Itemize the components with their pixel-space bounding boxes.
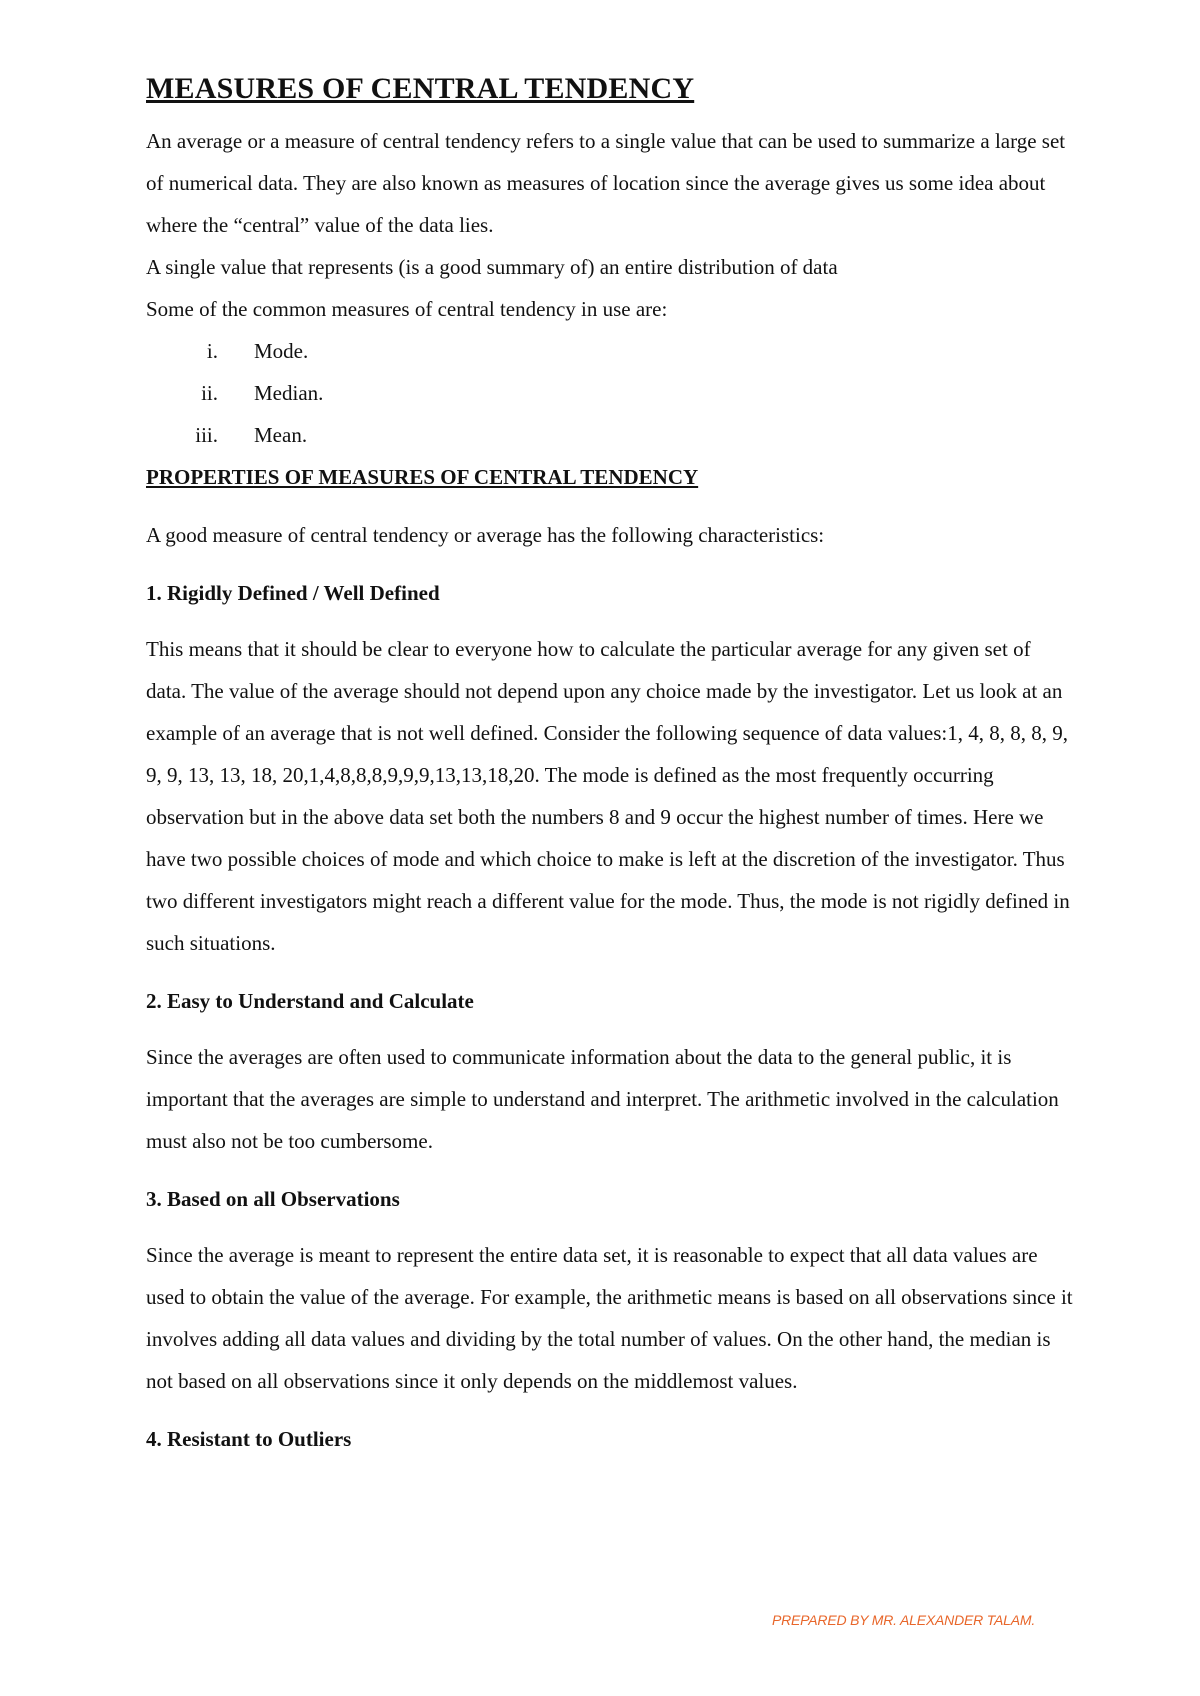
section-body-all-observations: Since the average is meant to represent the entire data set, it is reasonable to expect that all data values are used to obtain the value of the average. For example, the arithmetic means is based on all observations since it involves adding all data values and dividing by the total number of values. On the other hand, the median is not based on all observations since it only depends on the middlemost values. [146,1243,1073,1393]
page-footer: PREPARED BY MR. ALEXANDER TALAM. [772,1612,1036,1628]
intro-list-lead: Some of the common measures of central tendency in use are: [146,297,668,321]
section-heading-resistant-outliers: 4. Resistant to Outliers [146,1427,352,1451]
section-body-rigidly-defined: This means that it should be clear to everyone how to calculate the particular average for any given set of data. The value of the average should not depend upon any choice made by the investigator. Let us look at an example of an average that is not well defined. Consider the following sequence of data values:1, 4, 8, 8, 8, 9, 9, 9, 13, 13, 18, 20,1,4,8,8,8,9,9,9,13,13,18,20. The mode is defined as the most frequently occurring observation but in the above data set both the numbers 8 and 9 occur the highest number of times. Here we have two possible choices of mode and which choice to make is left at the discretion of the investigator. Thus two different investigators might reach a different value for the mode. Thus, the mode is not rigidly defined in such situations. [146,637,1070,955]
intro-definition: A single value that represents (is a good summary of) an entire distribution of data [146,255,838,279]
list-item-label: Mode. [254,339,309,363]
list-item-label: Median. [254,381,324,405]
list-item [146,414,1076,456]
properties-intro: A good measure of central tendency or average has the following characteristics: [146,523,825,547]
list-item-label: Mean. [254,423,308,447]
list-item-number: ii. [201,381,218,405]
page-title: MEASURES OF CENTRAL TENDENCY [146,72,695,105]
measures-list [146,330,1076,456]
list-item [146,372,1076,414]
properties-heading: PROPERTIES OF MEASURES OF CENTRAL TENDENCY [146,465,699,489]
list-item [146,330,1076,372]
list-item-number: i. [206,339,218,363]
section-heading-rigidly-defined: 1. Rigidly Defined / Well Defined [146,581,440,605]
list-item-number: iii. [195,423,218,447]
section-heading-all-observations: 3. Based on all Observations [146,1187,400,1211]
document-content [146,68,1076,1474]
section-heading-easy-to-understand: 2. Easy to Understand and Calculate [146,989,474,1013]
section-body-easy-to-understand: Since the averages are often used to communicate information about the data to the general public, it is important that the averages are simple to understand and interpret. The arithmetic involved in the calculation must also not be too cumbersome. [146,1045,1059,1153]
intro-paragraph: An average or a measure of central tendency refers to a single value that can be used to summarize a large set of numerical data. They are also known as measures of location since the average gives us some idea about where the “central” value of the data lies. [146,129,1066,237]
